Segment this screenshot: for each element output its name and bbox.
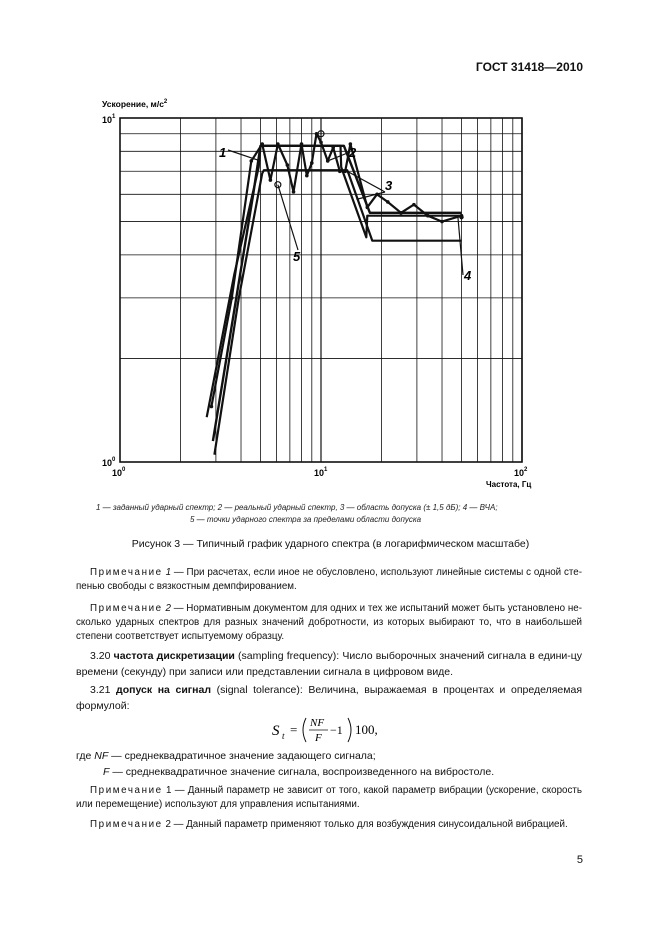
formula-graphic — [270, 710, 400, 750]
where-word: где — [76, 750, 92, 762]
f-symbol: F — [103, 766, 110, 778]
f-definition: — среднеквадратичное значение сигнала, воспроизведенного на вибростоле. — [112, 766, 495, 778]
series-tolerance-upper — [207, 146, 462, 417]
actual-spectrum-point — [331, 146, 335, 150]
figure-legend-line-2: 5 — точки ударного спектра за пределами области допуска — [190, 515, 422, 524]
marker-2: 2 — [349, 145, 357, 160]
series-actual-spectrum — [211, 134, 461, 407]
formula-multiplier: 100, — [355, 722, 378, 737]
series-specified-spectrum — [213, 146, 462, 441]
formula-denominator: F — [315, 732, 322, 744]
actual-spectrum-point — [319, 140, 323, 144]
param-note-1-number: 1 — [165, 785, 172, 796]
param-note-1-word: Примечание — [90, 785, 163, 796]
note-1-number: 1 — [165, 567, 172, 578]
nf-symbol: NF — [94, 750, 109, 762]
term-3-20-number: 3.20 — [90, 650, 111, 662]
actual-spectrum-point — [440, 220, 444, 224]
actual-spectrum-point — [366, 206, 370, 210]
actual-spectrum-point — [426, 214, 430, 218]
leader-marker-4 — [458, 217, 463, 275]
formula-lhs: S — [272, 723, 280, 739]
actual-spectrum-point — [386, 200, 390, 204]
marker-4: 4 — [464, 268, 472, 283]
chart-series — [207, 131, 464, 455]
note-2-word: Примечание — [90, 603, 163, 614]
formula-lhs-sub: t — [282, 731, 285, 741]
formula-numerator: NF — [310, 717, 325, 729]
param-note-2 — [76, 818, 582, 832]
note-1 — [76, 566, 582, 594]
x-axis-label: Частота, Гц — [486, 480, 532, 489]
term-3-21-text: (signal tolerance): Величина, выражаемая в процентах и определяемая формулой: — [76, 684, 583, 712]
y-axis-label: Ускорение, $м/с^2$ — [102, 99, 168, 109]
x-tick-100: $10^0$ — [112, 467, 126, 478]
actual-spectrum-point — [338, 169, 342, 173]
actual-spectrum-point — [292, 190, 296, 194]
actual-spectrum-point — [310, 161, 314, 165]
actual-spectrum-point — [276, 142, 280, 146]
actual-spectrum-point — [269, 178, 273, 182]
actual-spectrum-point — [300, 142, 304, 146]
param-note-2-number: 2 — [165, 819, 171, 830]
note-2-text: — Нормативным документом для одних и тех же испытаний может быть установлено не-сколько ударных спектров для разных значений добротности, из которых выбирают то, что в наибольшей степени соответствует испытуемому образцу. — [76, 603, 582, 642]
actual-spectrum-point — [343, 169, 347, 173]
x-tick-102: $10^2$ — [514, 467, 528, 478]
formula-right-paren — [348, 718, 351, 742]
actual-spectrum-point — [210, 405, 214, 409]
signal-tolerance-formula — [270, 710, 400, 754]
term-3-20-text: (sampling frequency): Число выборочных значений сигнала в едини-цу времени (секунду) при записи или представлении сигнала в цифровом виде. — [76, 650, 583, 678]
formula-minus-one: −1 — [330, 723, 343, 737]
y-tick-top: $10^1$ — [102, 114, 116, 125]
note-1-word: Примечание — [90, 567, 163, 578]
where-nf — [76, 749, 582, 765]
where-f — [103, 765, 583, 781]
param-note-1-text: — Данный параметр не зависит от того, какой параметр вибрации (ускорение, скорость или перемещение) используют для управления испытаниями. — [76, 785, 582, 810]
marker-3: 3 — [385, 178, 393, 193]
actual-spectrum-point — [260, 142, 264, 146]
figure-title: Рисунок 3 — Типичный график ударного спектра (в логарифмическом масштабе) — [131, 538, 530, 550]
actual-spectrum-point — [412, 203, 416, 207]
term-3-20-term: частота дискретизации — [113, 650, 235, 662]
page-number: 5 — [576, 854, 583, 866]
document-code-header: ГОСТ 31418—2010 — [475, 60, 583, 74]
note-2-number: 2 — [165, 603, 171, 614]
param-note-2-word: Примечание — [90, 819, 163, 830]
term-3-21-term: допуск на сигнал — [116, 684, 212, 696]
actual-spectrum-point — [399, 211, 403, 215]
actual-spectrum-point — [286, 163, 290, 167]
marker-5: 5 — [293, 249, 301, 264]
formula-left-paren — [303, 718, 306, 742]
term-3-20 — [76, 649, 582, 680]
figure-legend-line-1: 1 — заданный ударный спектр; 2 — реальный ударный спектр, 3 — область допуска (± 1,5 дБ); 4 — ВЧА; — [96, 503, 498, 512]
hfa-point — [459, 215, 463, 219]
formula-eq: = — [290, 722, 298, 737]
param-note-2-text: — Данный параметр применяют только для возбуждения синусоидальной вибрацией. — [173, 819, 568, 830]
param-note-1 — [76, 784, 582, 812]
note-2 — [76, 602, 582, 644]
actual-spectrum-point — [305, 174, 309, 178]
x-tick-101: $10^1$ — [314, 467, 328, 478]
note-1-text: — При расчетах, если иное не обусловлено, используют линейные системы с одной сте-пенью свободы с вязкостным демпфированием. — [76, 567, 582, 592]
y-tick-bottom: $10^0$ — [102, 457, 116, 468]
term-3-21-number: 3.21 — [90, 684, 111, 696]
actual-spectrum-point — [249, 159, 253, 163]
actual-spectrum-point — [230, 296, 234, 300]
nf-definition: — среднеквадратичное значение задающего сигнала; — [111, 750, 376, 762]
marker-1: 1 — [219, 145, 227, 160]
